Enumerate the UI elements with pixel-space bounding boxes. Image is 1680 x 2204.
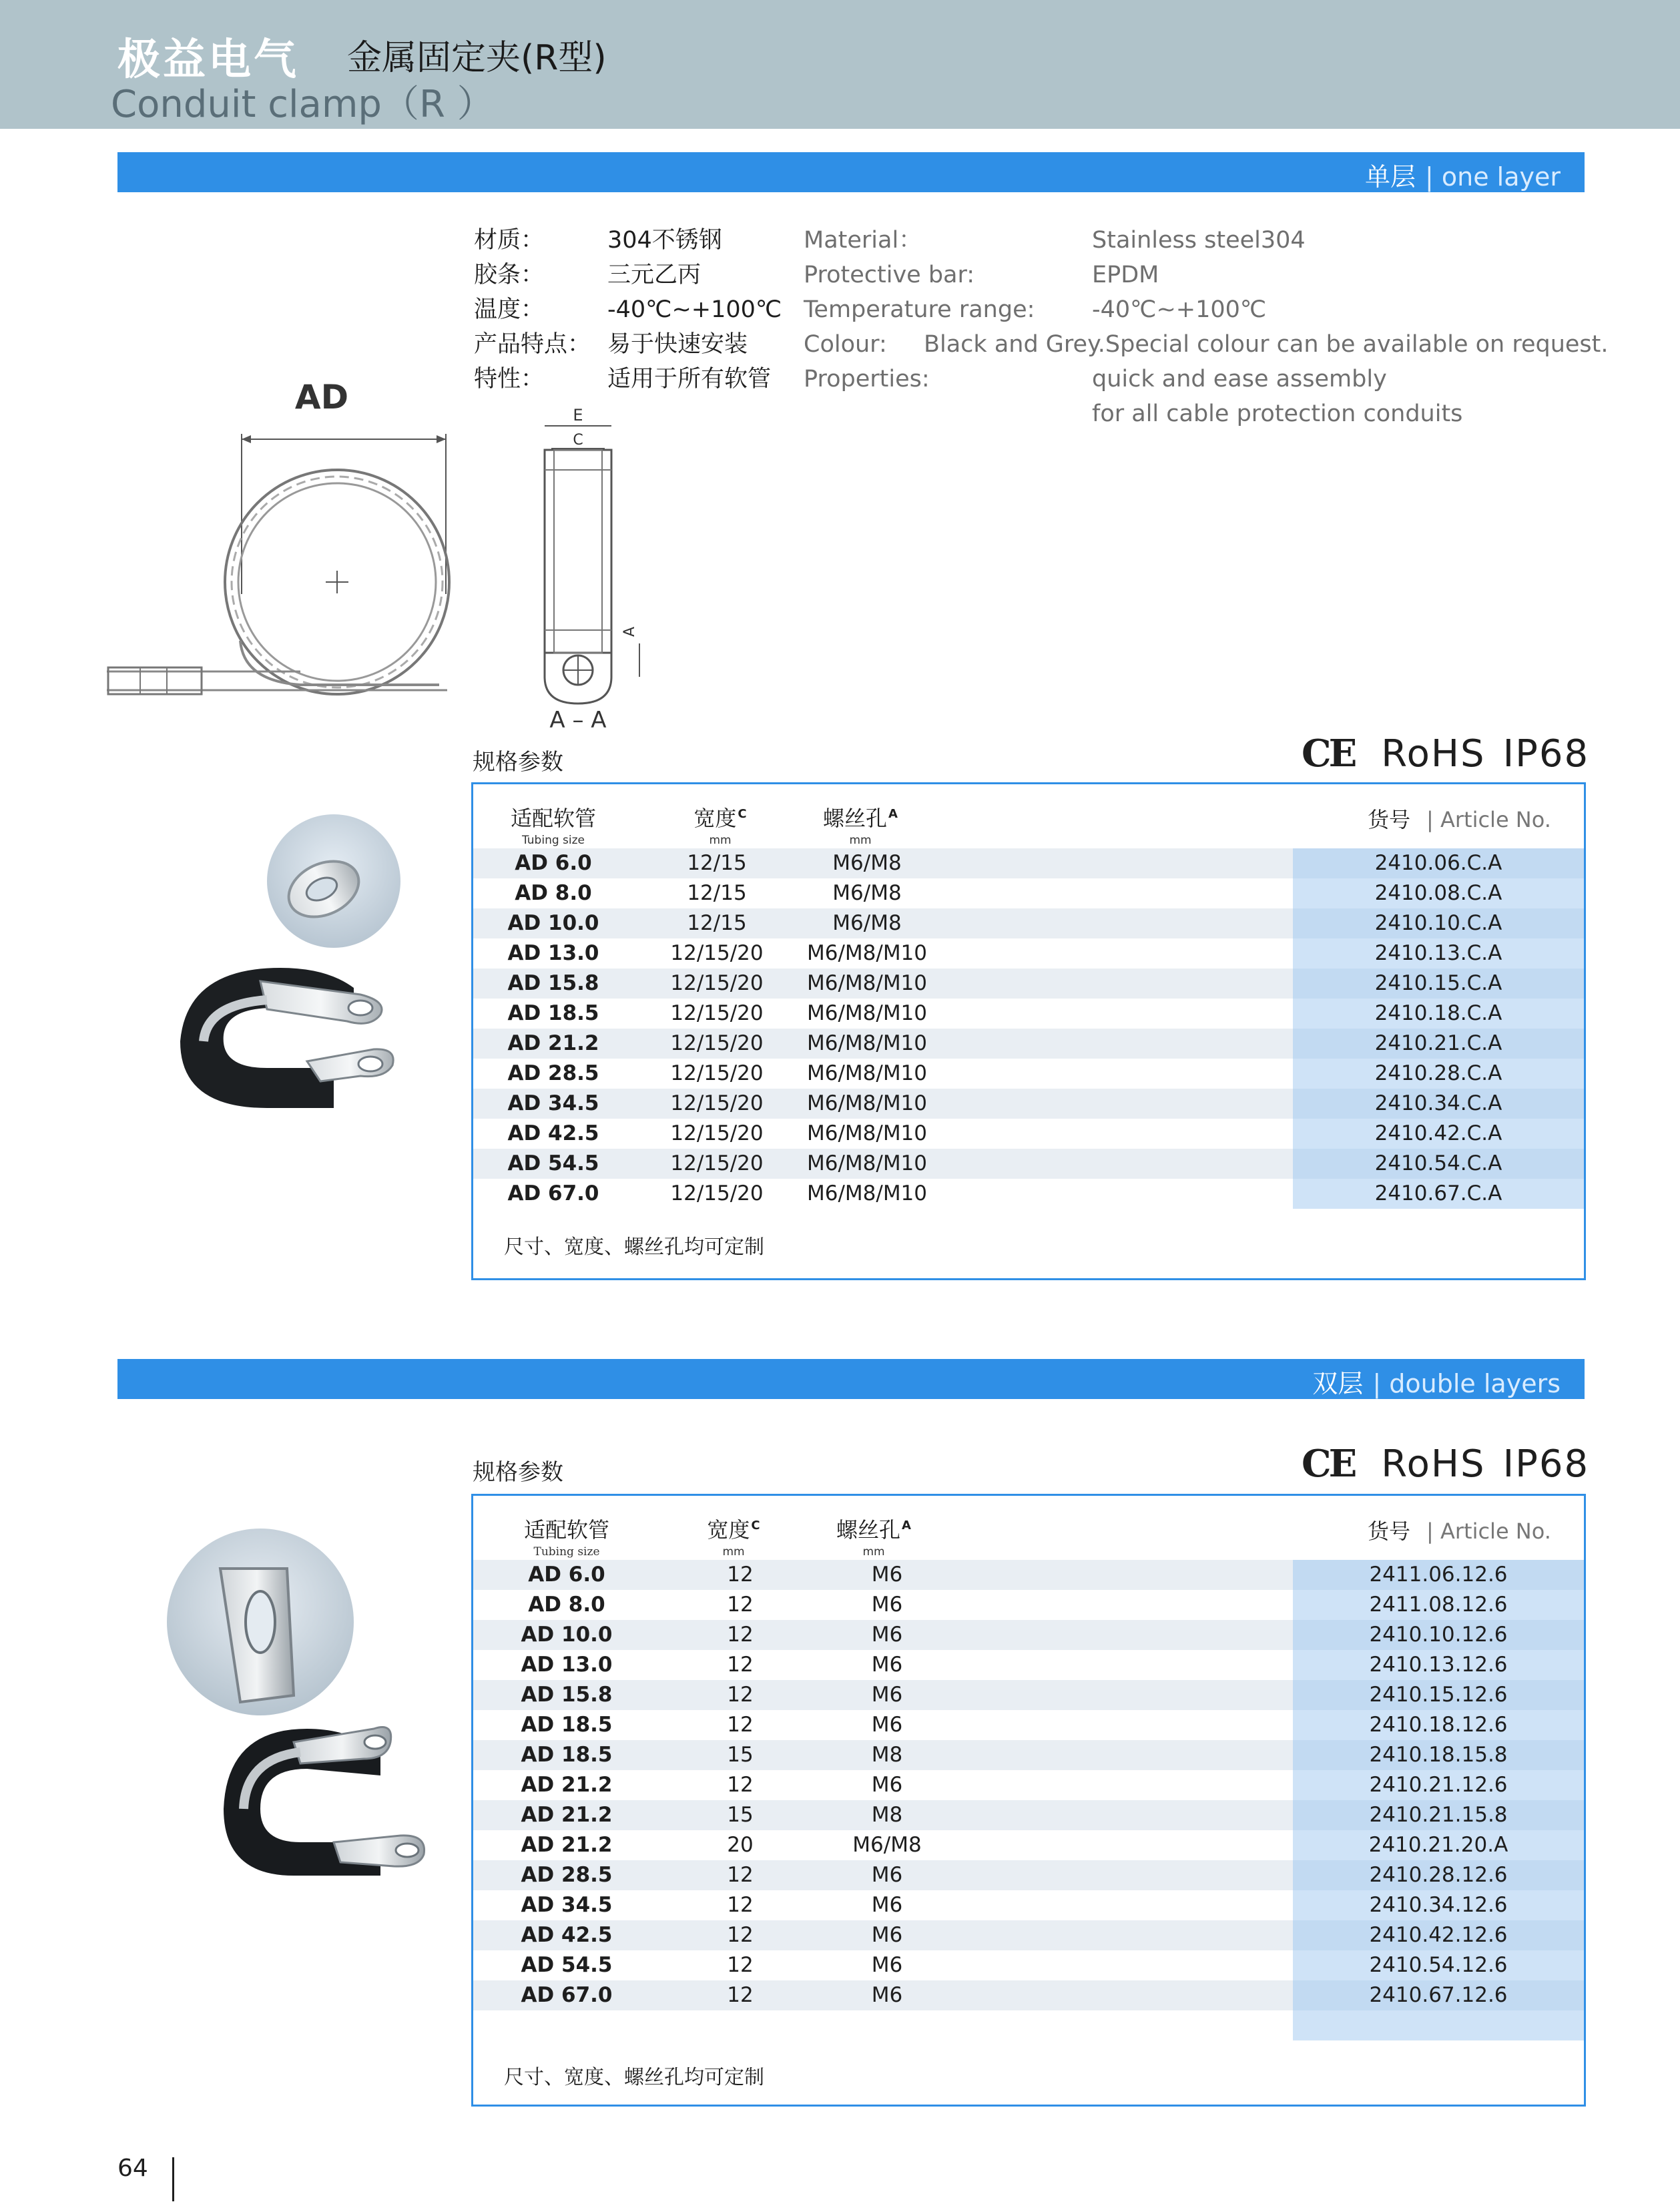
cell-article-no: 2410.13.12.6 xyxy=(1293,1650,1584,1680)
cell-screw-hole: M6 xyxy=(871,1953,903,1977)
cell-article-no: 2410.67.12.6 xyxy=(1293,1980,1584,2010)
cell-article-no xyxy=(1293,2010,1584,2040)
table-row xyxy=(473,878,1584,908)
cell-width: 15 xyxy=(727,1803,754,1827)
cell-width xyxy=(660,2010,820,2040)
cell-width: 12/15/20 xyxy=(670,1151,764,1175)
cell-article-no: 2410.18.C.A xyxy=(1293,999,1584,1029)
col-header-width: 宽度 $^C$ mm xyxy=(693,806,747,847)
cell-tubing-size: AD 18.5 xyxy=(507,1001,599,1025)
brand-name: 极益电气 xyxy=(117,35,299,85)
table-row xyxy=(473,1830,1584,1860)
cell-screw-hole: M8 xyxy=(871,1803,903,1827)
cell-screw-hole: M6/M8/M10 xyxy=(806,971,928,995)
table-row xyxy=(473,908,1584,938)
table-row xyxy=(473,1980,1584,2010)
spec-table-single-layer xyxy=(471,782,1586,1280)
cell-tubing-size: AD 18.5 xyxy=(521,1743,613,1767)
page-title-en: Conduit clamp（R ） xyxy=(111,83,495,126)
cell-screw-hole: M6/M8/M10 xyxy=(806,1151,928,1175)
cell-article-no: 2410.15.C.A xyxy=(1293,969,1584,999)
cell-screw-hole: M6/M8 xyxy=(832,911,902,935)
cell-article-no: 2410.18.15.8 xyxy=(1293,1740,1584,1770)
cell-article-no: 2410.67.C.A xyxy=(1293,1179,1584,1209)
cell-tubing-size: AD 54.5 xyxy=(507,1151,599,1175)
ce-mark-icon: CE xyxy=(1302,1442,1355,1486)
cell-tubing-size: AD 28.5 xyxy=(507,1061,599,1085)
table-row xyxy=(473,1590,1584,1620)
cell-article-no: 2410.21.12.6 xyxy=(1293,1770,1584,1800)
table-row xyxy=(473,1680,1584,1710)
section-bar-double-layers xyxy=(117,1359,1585,1399)
cell-width: 12 xyxy=(727,1653,754,1677)
cell-article-no: 2410.15.12.6 xyxy=(1293,1680,1584,1710)
cell-tubing-size: AD 21.2 xyxy=(507,1031,599,1055)
cell-screw-hole: M6/M8/M10 xyxy=(806,1181,928,1205)
svg-text:A: A xyxy=(621,626,638,637)
cell-tubing-size: AD 15.8 xyxy=(521,1683,613,1707)
col-header-tubing: 适配软管 Tubing size xyxy=(510,806,596,847)
spec-heading-1: 规格参数 xyxy=(473,749,563,776)
cell-article-no: 2411.08.12.6 xyxy=(1293,1590,1584,1620)
cell-width: 12 xyxy=(727,1923,754,1947)
cell-width: 12/15 xyxy=(687,851,747,875)
cell-tubing-size: AD 54.5 xyxy=(521,1953,613,1977)
cell-article-no: 2410.13.C.A xyxy=(1293,938,1584,969)
cell-width: 12/15/20 xyxy=(670,941,764,965)
table-row xyxy=(473,1710,1584,1740)
cell-tubing-size: AD 67.0 xyxy=(507,1181,599,1205)
cell-article-no: 2410.18.12.6 xyxy=(1293,1710,1584,1740)
table-row xyxy=(473,1560,1584,1590)
cell-width: 12/15/20 xyxy=(670,1181,764,1205)
table-row xyxy=(473,1860,1584,1890)
section-label-en: | one layer xyxy=(1424,162,1561,192)
cell-width: 12 xyxy=(727,1953,754,1977)
section-label-cn: 双层 xyxy=(1312,1369,1364,1398)
cell-tubing-size: AD 8.0 xyxy=(515,881,592,905)
spec-list-cn: 材质： 304不锈钢 胶条： 三元乙丙 温度： -40℃~+100℃ 产品特点： 易于快速安装 特性： 适用于所有软管 xyxy=(474,227,782,392)
cell-tubing-size: AD 18.5 xyxy=(521,1713,613,1737)
table-row xyxy=(473,938,1584,969)
table-row xyxy=(473,1950,1584,1980)
cell-tubing-size: AD 21.2 xyxy=(521,1833,613,1857)
spec-table-double-layers xyxy=(471,1494,1586,2107)
cell-screw-hole: M6/M8/M10 xyxy=(806,1031,928,1055)
cell-article-no: 2410.21.C.A xyxy=(1293,1029,1584,1059)
cell-tubing-size: AD 34.5 xyxy=(521,1893,613,1917)
cell-tubing-size: AD 6.0 xyxy=(528,1563,605,1587)
cell-tubing-size: AD 6.0 xyxy=(515,851,592,875)
table-header xyxy=(473,1496,1584,1560)
cell-screw-hole: M6/M8/M10 xyxy=(806,1091,928,1115)
cell-tubing-size: AD 28.5 xyxy=(521,1863,613,1887)
cell-screw-hole: M6 xyxy=(871,1653,903,1677)
cell-tubing-size: AD 13.0 xyxy=(521,1653,613,1677)
cell-width: 12/15/20 xyxy=(670,1121,764,1145)
col-header-hole: 螺丝孔 $^A$ mm xyxy=(836,1517,911,1559)
col-header-hole: 螺丝孔 $^A$ mm xyxy=(823,806,898,847)
cell-width: 12 xyxy=(727,1863,754,1887)
page-title-cn: 金属固定夹(R型) xyxy=(347,38,607,78)
cell-screw-hole: M6 xyxy=(871,1893,903,1917)
ce-mark-icon: CE xyxy=(1302,732,1355,776)
col-header-tubing: 适配软管 Tubing size xyxy=(523,1517,609,1559)
cell-width: 12/15 xyxy=(687,881,747,905)
spec-list-en: Material： Stainless steel304 Protective bar: EPDM Temperature range: -40℃~+100℃ Colour: Black and Grey.Special colour can be available on request. Properties: quick and ease assembly for all cable protection conduits xyxy=(804,227,1609,427)
table-row xyxy=(473,1650,1584,1680)
table-row xyxy=(473,1119,1584,1149)
cell-screw-hole: M6 xyxy=(871,1563,903,1587)
cell-article-no: 2410.28.12.6 xyxy=(1293,1860,1584,1890)
cell-tubing-size xyxy=(473,2010,660,2040)
cell-screw-hole: M6 xyxy=(871,1593,903,1617)
cell-article-no: 2410.42.12.6 xyxy=(1293,1920,1584,1950)
cell-article-no: 2411.06.12.6 xyxy=(1293,1560,1584,1590)
cell-article-no: 2410.10.C.A xyxy=(1293,908,1584,938)
table-row xyxy=(473,1890,1584,1920)
col-header-article: 货号 | Article No. xyxy=(1368,807,1551,832)
customization-note: 尺寸、宽度、螺丝孔均可定制 xyxy=(504,2066,764,2089)
cell-screw-hole: M6/M8 xyxy=(832,851,902,875)
section-label-en: | double layers xyxy=(1372,1369,1561,1398)
certifications-1: CE RoHS IP68 xyxy=(1302,732,1590,776)
col-header-article: 货号 | Article No. xyxy=(1368,1519,1551,1544)
cell-width: 12 xyxy=(727,1983,754,2007)
cell-screw-hole: M6/M8/M10 xyxy=(806,1061,928,1085)
ad-dimension-label: AD xyxy=(294,378,349,417)
section-bar-one-layer xyxy=(117,152,1585,192)
page-number-divider xyxy=(172,2157,174,2201)
cell-tubing-size: AD 15.8 xyxy=(507,971,599,995)
cell-tubing-size: AD 67.0 xyxy=(521,1983,613,2007)
cell-article-no: 2410.54.C.A xyxy=(1293,1149,1584,1179)
table-row xyxy=(473,1800,1584,1830)
clamp-photo-single-layer xyxy=(133,814,400,1161)
table-row xyxy=(473,1029,1584,1059)
cell-tubing-size: AD 34.5 xyxy=(507,1091,599,1115)
cell-width: 15 xyxy=(727,1743,754,1767)
svg-text:C: C xyxy=(573,432,583,449)
cell-width: 12 xyxy=(727,1773,754,1797)
cell-screw-hole: M6/M8/M10 xyxy=(806,941,928,965)
table-row xyxy=(473,999,1584,1029)
cell-article-no: 2410.10.12.6 xyxy=(1293,1620,1584,1650)
table-row xyxy=(473,2010,1584,2040)
cell-tubing-size: AD 42.5 xyxy=(507,1121,599,1145)
cell-screw-hole: M6 xyxy=(871,1683,903,1707)
col-header-width: 宽度 $^C$ mm xyxy=(707,1517,760,1559)
cell-width: 12 xyxy=(727,1593,754,1617)
cell-tubing-size: AD 42.5 xyxy=(521,1923,613,1947)
table-row xyxy=(473,848,1584,878)
cell-article-no: 2410.06.C.A xyxy=(1293,848,1584,878)
table-row xyxy=(473,1620,1584,1650)
customization-note: 尺寸、宽度、螺丝孔均可定制 xyxy=(504,1235,764,1259)
cell-tubing-size: AD 10.0 xyxy=(507,911,599,935)
cell-width: 12 xyxy=(727,1683,754,1707)
cell-tubing-size: AD 8.0 xyxy=(528,1593,605,1617)
cell-tubing-size: AD 13.0 xyxy=(507,941,599,965)
cell-screw-hole: M6/M8 xyxy=(852,1833,922,1857)
cell-width: 12 xyxy=(727,1563,754,1587)
cell-width: 20 xyxy=(727,1833,754,1857)
cell-width: 12/15/20 xyxy=(670,971,764,995)
cell-width: 12 xyxy=(727,1893,754,1917)
section-label-cn: 单层 xyxy=(1364,162,1416,192)
clamp-photo-double-layers xyxy=(160,1529,441,1929)
cell-width: 12/15/20 xyxy=(670,1061,764,1085)
cell-article-no: 2410.21.15.8 xyxy=(1293,1800,1584,1830)
table-row xyxy=(473,1149,1584,1179)
cell-article-no: 2410.21.20.A xyxy=(1293,1830,1584,1860)
cell-width: 12/15 xyxy=(687,911,747,935)
cell-screw-hole: M6/M8/M10 xyxy=(806,1001,928,1025)
section-view-drawing xyxy=(527,403,674,730)
table-row xyxy=(473,1920,1584,1950)
cell-article-no: 2410.54.12.6 xyxy=(1293,1950,1584,1980)
cell-screw-hole: M6 xyxy=(871,1863,903,1887)
svg-text:E: E xyxy=(573,406,583,425)
cell-screw-hole: M8 xyxy=(871,1743,903,1767)
table-row xyxy=(473,1089,1584,1119)
cell-screw-hole: M6 xyxy=(871,1713,903,1737)
cell-screw-hole: M6/M8/M10 xyxy=(806,1121,928,1145)
certifications-2: CE RoHS IP68 xyxy=(1302,1442,1590,1486)
cell-screw-hole: M6 xyxy=(871,1923,903,1947)
table-row xyxy=(473,1179,1584,1209)
clamp-technical-drawing xyxy=(100,374,474,734)
cell-screw-hole: M6 xyxy=(871,1623,903,1647)
cell-width: 12/15/20 xyxy=(670,1091,764,1115)
cell-width: 12 xyxy=(727,1623,754,1647)
table-row xyxy=(473,1059,1584,1089)
cell-width: 12/15/20 xyxy=(670,1031,764,1055)
cell-screw-hole: M6/M8 xyxy=(832,881,902,905)
table-header xyxy=(473,784,1584,848)
cell-article-no: 2410.08.C.A xyxy=(1293,878,1584,908)
cell-screw-hole: M6 xyxy=(871,1983,903,2007)
cell-article-no: 2410.34.12.6 xyxy=(1293,1890,1584,1920)
page-number: 64 xyxy=(117,2155,148,2182)
cell-screw-hole: M6 xyxy=(871,1773,903,1797)
cell-tubing-size: AD 10.0 xyxy=(521,1623,613,1647)
cell-article-no: 2410.42.C.A xyxy=(1293,1119,1584,1149)
section-aa-label: A – A xyxy=(549,707,607,730)
cell-article-no: 2410.34.C.A xyxy=(1293,1089,1584,1119)
cell-article-no: 2410.28.C.A xyxy=(1293,1059,1584,1089)
cell-width: 12 xyxy=(727,1713,754,1737)
cell-screw-hole xyxy=(820,2010,954,2040)
table-row xyxy=(473,1770,1584,1800)
cell-width: 12/15/20 xyxy=(670,1001,764,1025)
table-row xyxy=(473,969,1584,999)
table-row xyxy=(473,1740,1584,1770)
spec-heading-2: 规格参数 xyxy=(473,1459,563,1486)
cell-tubing-size: AD 21.2 xyxy=(521,1773,613,1797)
cell-tubing-size: AD 21.2 xyxy=(521,1803,613,1827)
